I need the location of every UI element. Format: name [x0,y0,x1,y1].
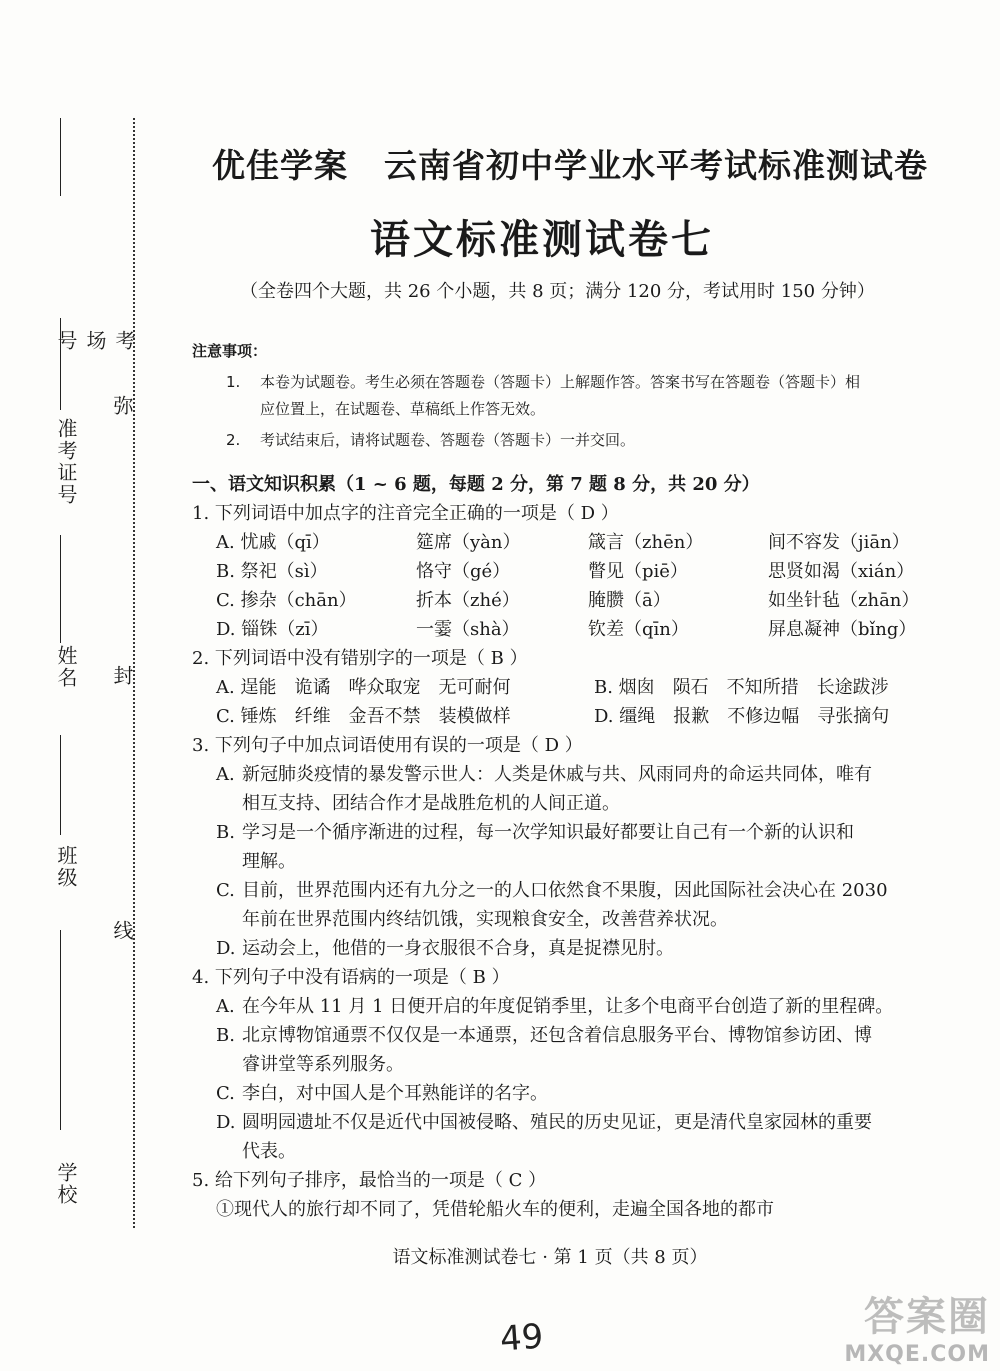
option-text: 在今年从 11 月 1 日便开启的年度促销季里，让多个电商平台创造了新的里程碑。 [242,996,894,1017]
notice-num: 2. [226,431,241,449]
field-rule [60,118,61,196]
option-row [192,557,937,586]
option-cell: A. 忧戚（qī） [216,532,330,553]
series-name: 云南省初中学业水平考试标准测试卷 [384,146,928,185]
question-stem: 5. 给下列句子排序，最恰当的一项是（ C ） [192,1170,547,1191]
page-title: 语文标准测试卷七 [370,216,714,263]
option-text: 目前，世界范围内还有九分之一的人口依然食不果腹，因此国际社会决心在 2030 [242,880,888,901]
option-cell: A. 逞能 诡谲 哗众取宠 无可耐何 [216,677,511,698]
option-letter: B. [216,822,235,843]
question-3 [192,731,937,963]
question-2 [192,644,937,731]
option-row [192,673,937,702]
question-stem: 2. 下列词语中没有错别字的一项是（ B ） [192,648,528,669]
option-text: 北京博物馆通票不仅仅是一本通票，还包含着信息服务平台、博物馆参访团、博 [242,1025,872,1046]
notice-item [192,427,942,454]
sentence-1: ①现代人的旅行却不同了，凭借轮船火车的便利，走遍全国各地的都市 [216,1199,774,1220]
option-cell: D. 锱铢（zī） [216,619,329,640]
option-cell: D. 缰绳 报歉 不修边幅 寻张摘句 [594,706,890,727]
notice-line: 考试结束后，请将试题卷、答题卷（答题卡）一并交回。 [260,431,636,449]
option-cell: 如坐针毡（zhān） [768,590,920,611]
option-text: 圆明园遗址不仅是近代中国被侵略、殖民的历史见证，更是清代皇家园林的重要 [242,1112,872,1133]
option-b [192,1021,937,1079]
field-name [52,535,76,695]
option-letter: C. [216,880,235,901]
notice-item [192,369,942,423]
field-rule [60,735,61,835]
seal-char-feng: 封 [110,665,134,685]
brand-name: 优佳学案 [212,146,348,185]
field-class [52,735,76,895]
watermark-logo [844,1285,990,1367]
notice-block [192,340,942,454]
field-label: 考场号 [54,330,136,352]
field-admission-no [52,318,76,518]
option-letter: A. [216,996,235,1017]
option-letter: B. [216,1025,235,1046]
option-text: 李白，对中国人是个耳熟能详的名字。 [242,1083,548,1104]
option-c [192,876,937,934]
option-text: 新冠肺炎疫情的暴发警示世人：人类是休戚与共、风雨同舟的命运共同体，唯有 [242,764,872,785]
option-cell: 恪守（gé） [416,561,511,582]
field-label: 学校 [54,1162,78,1206]
question-4 [192,963,937,1166]
watermark-domain: MXQE.COM [844,1342,990,1367]
option-letter: D. [216,938,236,959]
question-stem: 1. 下列词语中加点字的注音完全正确的一项是（ D ） [192,503,619,524]
notice-line: 应位置上，在试题卷、草稿纸上作答无效。 [260,400,546,418]
field-label: 准考证号 [54,418,78,506]
option-d [192,934,937,963]
option-d [192,1108,937,1166]
option-text: 年前在世界范围内终结饥饿，实现粮食安全，改善营养状况。 [242,909,728,930]
option-text: 学习是一个循序渐进的过程，每一次学知识最好都要让自己有一个新的认识和 [242,822,854,843]
option-cell: B. 烟囱 陨石 不知所措 长途跋涉 [594,677,889,698]
option-cell: 屏息凝神（bǐng） [768,619,917,640]
section-heading: 一、语文知识积累（1 ~ 6 题，每题 2 分，第 7 题 8 分，共 20 分） [192,474,760,495]
option-cell: 间不容发（jiān） [768,532,910,553]
option-c [192,1079,937,1108]
option-cell: 腌臜（ā） [588,590,671,611]
option-cell: 一霎（shà） [416,619,520,640]
option-row [192,586,937,615]
option-text: 理解。 [242,851,296,872]
watermark-text: 答案圈 [864,1294,990,1340]
notice-heading: 注意事项： [192,342,268,360]
field-label: 班级 [54,845,78,889]
option-text: 睿讲堂等系列服务。 [242,1054,404,1075]
exam-info: （全卷四个大题，共 26 个小题，共 8 页；满分 120 分，考试用时 150 分钟） [240,281,875,302]
option-text: 相互支持、团结合作才是战胜危机的人间正道。 [242,793,620,814]
series-title [212,140,932,187]
field-rule [60,318,61,410]
option-cell: 思贤如渴（xián） [768,561,915,582]
option-cell: 瞥见（piē） [588,561,688,582]
notice-num: 1. [226,373,241,391]
question-stem: 4. 下列句子中没有语病的一项是（ B ） [192,967,510,988]
option-cell: 箴言（zhēn） [588,532,704,553]
option-letter: D. [216,1112,236,1133]
notice-line: 本卷为试题卷。考生必须在答题卷（答题卡）上解题作答。答案书写在答题卷（答题卡）相 [260,373,861,391]
option-a [192,760,937,818]
field-rule [60,535,61,643]
option-cell: C. 锤炼 纤维 金吾不禁 装模做样 [216,706,511,727]
field-exam-room [52,118,136,352]
field-school [52,930,76,1210]
questions [192,470,937,1224]
option-cell: C. 掺杂（chān） [216,590,357,611]
option-cell: B. 祭祀（sì） [216,561,328,582]
option-row [192,615,937,644]
field-label: 姓名 [54,645,78,689]
option-cell: 钦差（qīn） [588,619,689,640]
option-letter: C. [216,1083,235,1104]
option-cell: 筵席（yàn） [416,532,521,553]
question-stem: 3. 下列句子中加点词语使用有误的一项是（ D ） [192,735,583,756]
handwritten-page-number: 49 [498,1316,545,1360]
option-a [192,992,937,1021]
field-rule [60,930,61,1130]
option-row [192,528,937,557]
option-b [192,818,937,876]
seal-char-mi: 弥 [110,395,134,415]
option-text: 运动会上，他借的一身衣服很不合身，真是捉襟见肘。 [242,938,674,959]
seal-char-xian: 线 [110,920,134,940]
option-letter: A. [216,764,235,785]
option-text: 代表。 [242,1141,296,1162]
question-1 [192,499,937,644]
page-footer: 语文标准测试卷七 · 第 1 页（共 8 页） [392,1247,708,1268]
question-5 [192,1166,937,1224]
option-cell: 折本（zhé） [416,590,520,611]
option-row [192,702,937,731]
